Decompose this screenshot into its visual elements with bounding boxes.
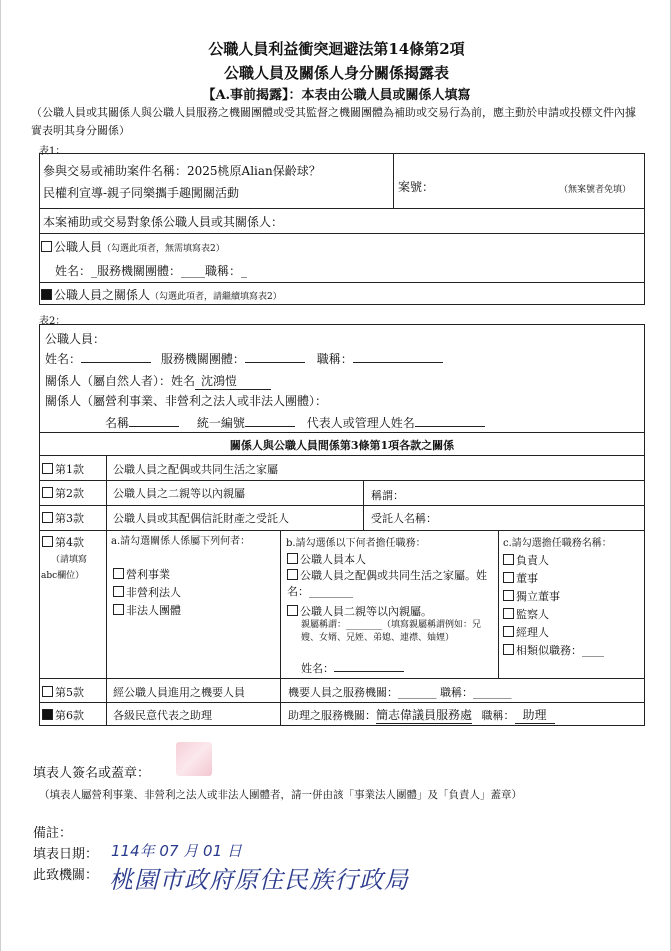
col-b-name: 姓名： (301, 660, 404, 676)
row2-item[interactable]: 第2款 (42, 485, 84, 501)
redacted-seal (176, 742, 212, 776)
date-label: 填表日期： (33, 847, 99, 862)
legal-entity-label: 關係人（屬營利事業、非營利之法人或非法人團體）： (45, 394, 328, 408)
row5-item[interactable]: 第5款 (42, 684, 84, 700)
row2-desc: 公職人員之二親等以內親屬 (113, 487, 245, 500)
row3-extra: 受託人名稱： (371, 512, 437, 525)
addressee-label: 此致機關： (33, 868, 99, 883)
row5-extra: 機要人員之服務機關：_______ 職稱：_______ (288, 686, 512, 699)
row4-item[interactable]: 第4款 (42, 534, 84, 550)
natural-person-row: 關係人（屬自然人者）：姓名 沈鴻愷 (45, 372, 271, 390)
natural-name-value: 沈鴻愷 (195, 372, 271, 390)
row3-desc: 公職人員或其配偶信託財產之受託人 (113, 512, 289, 525)
row1-item[interactable]: 第1款 (42, 461, 84, 477)
col-c-opt-1[interactable]: 負責人 (503, 552, 549, 568)
row6-extra: 助理之服務機關：簡志偉議員服務處 職稱： 助理 (288, 706, 555, 724)
col-c-title: c.請勾選擔任職務名稱： (503, 538, 612, 549)
row2-extra: 稱謂： (371, 489, 404, 502)
table1-label: 表1： (39, 146, 66, 157)
remarks-label: 備註： (33, 826, 73, 841)
checkbox-row6-checked (42, 709, 53, 720)
col-c-opt-6[interactable]: 相類似職務：____ (503, 642, 604, 658)
row3-item[interactable]: 第3款 (42, 510, 84, 526)
case-name-line2: 民權利宣導-親子同樂攜手趣闖關活動 (43, 186, 240, 200)
row1-desc: 公職人員之配偶或共同生活之家屬 (113, 463, 278, 476)
col-c-opt-5[interactable]: 經理人 (503, 624, 549, 640)
row4-note2: abc欄位） (41, 571, 85, 581)
doc-title-law: 公職人員利益衝突迴避法第14條第2項 (208, 40, 465, 58)
col-c-opt-2[interactable]: 董事 (503, 570, 538, 586)
assistant-title-value: 助理 (515, 706, 555, 724)
doc-title-form: 公職人員及關係人身分關係揭露表 (223, 64, 449, 82)
addressee-value: 桃園市政府原住民族行政局 (109, 866, 409, 894)
col-c-opt-4[interactable]: 監察人 (503, 606, 549, 622)
col-a-opt-1[interactable]: 營利事業 (113, 566, 170, 582)
col-a-opt-2[interactable]: 非營利法人 (113, 584, 181, 600)
signature-note: （填表人屬營利事業、非營利之法人或非法人團體者，請一併由該「事業法人團體」及「負責人」蓋章） (39, 789, 522, 801)
col-c-opt-3[interactable]: 獨立董事 (503, 588, 560, 604)
official-fields: 姓名：_服務機關團體：____職稱：_ (55, 264, 248, 278)
row6-desc: 各級民意代表之助理 (113, 709, 212, 722)
table2-label: 表2： (39, 316, 66, 327)
assistant-agency-value: 簡志偉議員服務處 (376, 708, 473, 722)
row4-note1: （請填寫 (51, 555, 88, 565)
col-a-opt-3[interactable]: 非法人團體 (113, 602, 181, 618)
col-b-opt-2[interactable]: 公職人員之配偶或共同生活之家屬。姓名：________ (287, 569, 487, 598)
col-a-title: a.請勾選關係人係屬下列何者： (111, 536, 251, 547)
col-b-kin: 親屬稱謂：________（填寫親屬稱謂例如：兄嫂、女婿、兄姪、弟媳、連襟、妯娌） (301, 620, 482, 643)
official-label: 公職人員： (45, 332, 106, 346)
col-b-opt-3[interactable]: 公職人員二親等以內親屬。 (287, 603, 432, 619)
row6-item[interactable]: 第6款 (42, 707, 84, 723)
official-name-row: 姓名： 服務機關團體： 職稱： (45, 350, 443, 367)
case-no-note: （無案號者免填） (559, 185, 632, 195)
checkbox-official[interactable] (41, 241, 52, 252)
col-b-title: b.請勾選係以下何者擔任職務： (286, 538, 426, 549)
col-b-opt-1[interactable]: 公職人員本人 (287, 551, 366, 567)
target-label: 本案補助或交易對象係公職人員或其關係人： (43, 215, 284, 229)
case-no-label: 案號： (398, 180, 435, 194)
legal-entity-fields: 名稱 統一編號 代表人或管理人姓名 (105, 414, 485, 431)
doc-title-section: 【A.事前揭露】：本表由公職人員或關係人填寫 (202, 88, 471, 103)
row5-desc: 經公職人員進用之機要人員 (113, 686, 245, 699)
opt-related[interactable]: 公職人員之關係人（勾選此項者，請繼續填寫表2） (41, 286, 282, 303)
signature-label: 填表人簽名或蓋章： (33, 766, 151, 781)
opt-official[interactable]: 公職人員（勾選此項者，無需填寫表2） (41, 238, 225, 255)
intro-note: （公職人員或其關係人與公職人員服務之機關團體或受其監督之機關團體為補助或交易行為前，應主動於申請或投標文件內據實表明其身分關係） (31, 106, 636, 137)
relation-header: 關係人與公職人員間係第3條第1項各款之關係 (229, 439, 455, 452)
date-value: 114年 07 月 01 日 (111, 842, 242, 860)
checkbox-related-checked[interactable] (41, 289, 52, 300)
case-name-label: 參與交易或補助案件名稱：2025桃原Alian保齡球？ (43, 164, 321, 178)
